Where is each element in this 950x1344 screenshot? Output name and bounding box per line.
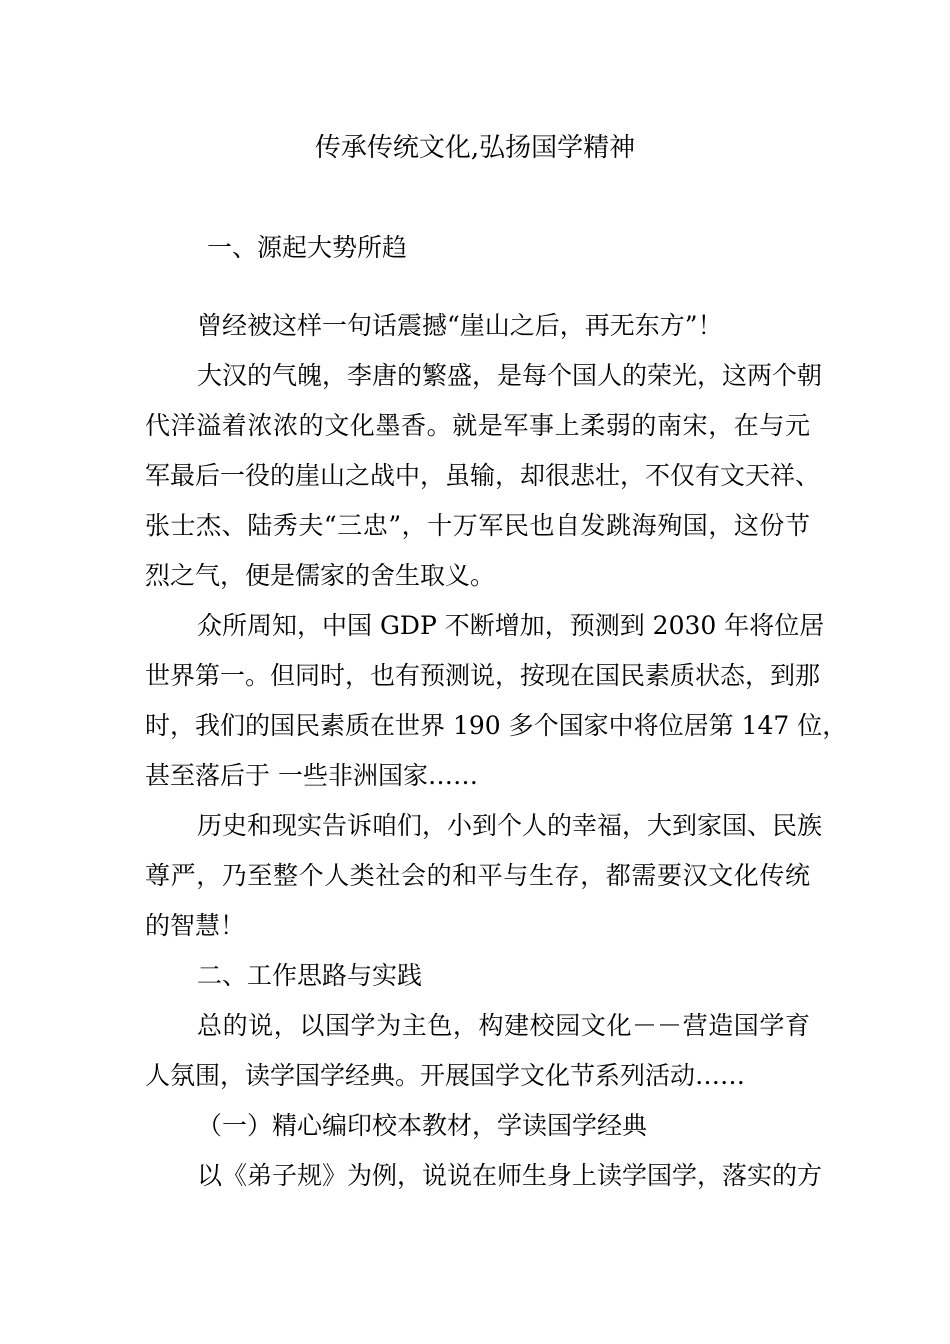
paragraph-line: 代洋溢着浓浓的文化墨香。就是军事上柔弱的南宋，在与元 — [145, 411, 810, 440]
paragraph-line: 甚至落后于 一些非洲国家…… — [145, 761, 478, 790]
section-heading: 一、源起大势所趋 — [207, 233, 408, 262]
paragraph-line: 世界第一。但同时，也有预测说，按现在国民素质状态，到那 — [145, 661, 821, 690]
section-heading: 二、工作思路与实践 — [197, 961, 423, 990]
paragraph-line: 军最后一役的崖山之战中，虽输，却很悲壮，不仅有文天祥、 — [145, 461, 821, 490]
paragraph-line: 历史和现实告诉咱们，小到个人的幸福，大到家国、民族 — [197, 811, 823, 840]
paragraph-line: 总的说，以国学为主色，构建校园文化－－营造国学育 — [197, 1011, 810, 1040]
paragraph-line: 以《弟子规》为例，说说在师生身上读学国学，落实的方 — [197, 1161, 823, 1190]
paragraph-line: 烈之气，便是儒家的舍生取义。 — [145, 561, 496, 590]
paragraph-line: 大汉的气魄，李唐的繁盛，是每个国人的荣光，这两个朝 — [197, 361, 823, 390]
paragraph-line: 众所周知，中国 GDP 不断增加，预测到 2030 年将位居 — [197, 611, 825, 640]
paragraph-line: 的智慧！ — [145, 911, 246, 940]
paragraph-line: 张士杰、陆秀夫“三忠”，十万军民也自发跳海殉国，这份节 — [145, 511, 810, 540]
paragraph-line: 人氛围，读学国学经典。开展国学文化节系列活动…… — [145, 1061, 746, 1090]
subsection-heading: （一）精心编印校本教材，学读国学经典 — [197, 1111, 648, 1140]
paragraph-line: 曾经被这样一句话震撼“崖山之后，再无东方”！ — [197, 311, 723, 340]
paragraph-line: 尊严，乃至整个人类社会的和平与生存，都需要汉文化传统 — [145, 861, 810, 890]
paragraph-line: 时，我们的国民素质在世界 190 多个国家中将位居第 147 位， — [145, 711, 848, 740]
document-title: 传承传统文化,弘扬国学精神 — [314, 133, 636, 163]
